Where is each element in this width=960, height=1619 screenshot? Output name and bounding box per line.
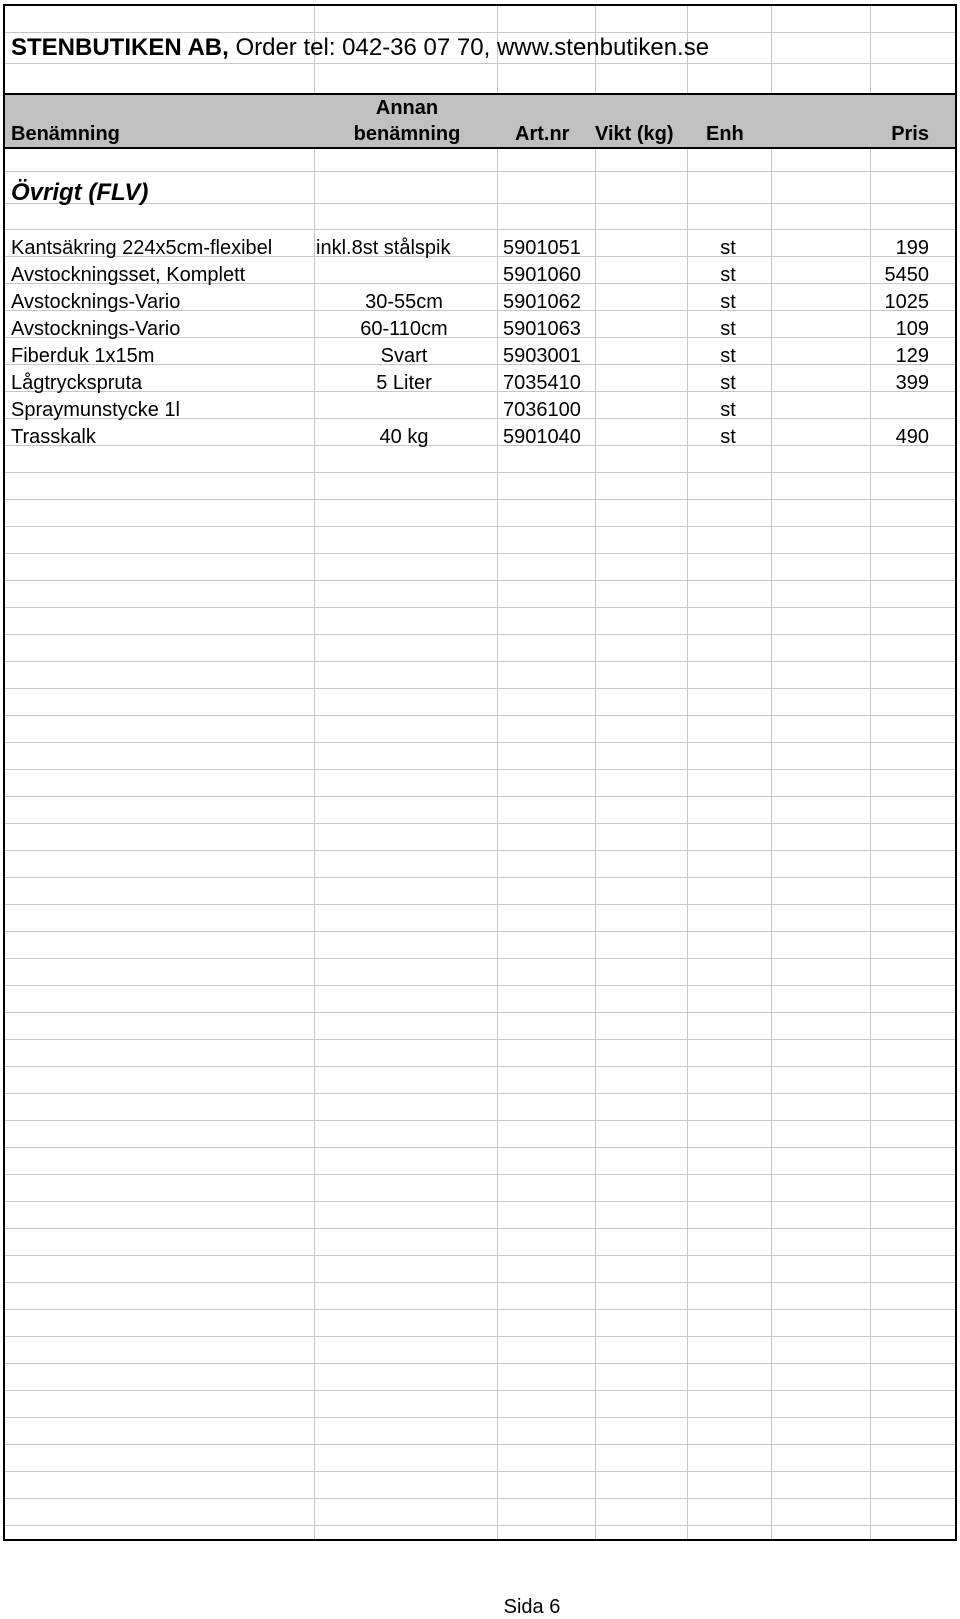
company-name: STENBUTIKEN AB, <box>11 34 229 61</box>
table-row <box>5 343 955 370</box>
table-row <box>5 424 955 451</box>
cell-pris: 5450 <box>884 264 929 286</box>
gridline-horizontal <box>5 796 955 797</box>
gridline-horizontal <box>5 1120 955 1121</box>
cell-art-nr: 7035410 <box>503 372 581 394</box>
spreadsheet-page <box>3 4 957 1541</box>
cell-pris: 199 <box>895 237 929 259</box>
cell-enh: st <box>720 291 736 313</box>
gridline-horizontal <box>5 472 955 473</box>
gridline-horizontal <box>5 985 955 986</box>
cell-benamning: Fiberduk 1x15m <box>11 345 155 367</box>
cell-enh: st <box>720 372 736 394</box>
cell-benamning: Lågtryckspruta <box>11 372 143 394</box>
table-row <box>5 235 955 262</box>
header-pris: Pris <box>891 123 929 145</box>
gridline-horizontal <box>5 553 955 554</box>
gridline-horizontal <box>5 1498 955 1499</box>
gridline-horizontal <box>5 1336 955 1337</box>
cell-art-nr: 7036100 <box>503 399 581 421</box>
cell-benamning: Avstocknings-Vario <box>11 291 181 313</box>
gridline-horizontal <box>5 1228 955 1229</box>
gridline-horizontal <box>5 715 955 716</box>
gridline-horizontal <box>5 1471 955 1472</box>
cell-benamning: Kantsäkring 224x5cm-flexibel <box>11 237 273 259</box>
cell-annan-benamning <box>314 397 494 424</box>
gridline-horizontal <box>5 1417 955 1418</box>
gridline-horizontal <box>5 850 955 851</box>
gridline-horizontal <box>5 607 955 608</box>
cell-art-nr: 5901060 <box>503 264 581 286</box>
gridline-horizontal <box>5 661 955 662</box>
gridline-horizontal <box>5 1525 955 1526</box>
cell-benamning: Trasskalk <box>11 426 96 448</box>
company-title <box>11 33 709 63</box>
cell-art-nr: 5901063 <box>503 318 581 340</box>
cell-art-nr: 5903001 <box>503 345 581 367</box>
cell-enh: st <box>720 264 736 286</box>
table-row <box>5 262 955 289</box>
company-contact: Order tel: 042-36 07 70, www.stenbutiken.se <box>228 34 710 61</box>
cell-benamning: Avstocknings-Vario <box>11 318 181 340</box>
gridline-horizontal <box>5 931 955 932</box>
cell-pris: 129 <box>895 345 929 367</box>
page-number: Sida 6 <box>503 1596 561 1618</box>
gridline-horizontal <box>5 823 955 824</box>
gridline-horizontal <box>5 877 955 878</box>
gridline-horizontal <box>5 1255 955 1256</box>
cell-art-nr: 5901040 <box>503 426 581 448</box>
gridline-horizontal <box>5 1012 955 1013</box>
table-row <box>5 289 955 316</box>
gridline-horizontal <box>5 769 955 770</box>
cell-enh: st <box>720 426 736 448</box>
table-row <box>5 370 955 397</box>
gridline-horizontal <box>5 904 955 905</box>
gridline-horizontal <box>5 958 955 959</box>
cell-enh: st <box>720 318 736 340</box>
gridline-horizontal <box>5 229 955 230</box>
gridline-horizontal <box>5 1282 955 1283</box>
cell-benamning: Spraymunstycke 1l <box>11 399 180 421</box>
gridline-horizontal <box>5 1039 955 1040</box>
gridline-horizontal <box>5 1390 955 1391</box>
gridline-horizontal <box>5 499 955 500</box>
cell-art-nr: 5901062 <box>503 291 581 313</box>
gridline-horizontal <box>5 742 955 743</box>
table-row <box>5 316 955 343</box>
cell-annan-benamning <box>314 262 494 289</box>
cell-enh: st <box>720 345 736 367</box>
header-benamning: Benämning <box>11 123 120 145</box>
gridline-horizontal <box>5 1066 955 1067</box>
gridline-horizontal <box>5 1201 955 1202</box>
gridline-horizontal <box>5 634 955 635</box>
gridline-horizontal <box>5 1147 955 1148</box>
header-art-nr: Art.nr <box>515 123 570 145</box>
header-annan-benamning: Annan benämning <box>353 97 461 145</box>
header-vikt: Vikt (kg) <box>595 123 674 145</box>
gridline-horizontal <box>5 1309 955 1310</box>
gridline-horizontal <box>5 63 955 64</box>
gridline-horizontal <box>5 526 955 527</box>
cell-pris: 399 <box>895 372 929 394</box>
gridline-horizontal <box>5 171 955 172</box>
gridline-horizontal <box>5 1363 955 1364</box>
gridline-horizontal <box>5 580 955 581</box>
cell-benamning: Avstockningsset, Komplett <box>11 264 246 286</box>
cell-enh: st <box>720 237 736 259</box>
cell-pris: 109 <box>895 318 929 340</box>
gridline-horizontal <box>5 688 955 689</box>
gridline-horizontal <box>5 1174 955 1175</box>
cell-annan-benamning: 40 kg <box>379 426 429 448</box>
cell-annan-benamning: Svart <box>380 345 428 367</box>
cell-enh: st <box>720 399 736 421</box>
table-row <box>5 397 955 424</box>
column-header-row <box>5 93 955 149</box>
cell-annan-benamning: 5 Liter <box>376 372 432 394</box>
cell-pris: 1025 <box>884 291 929 313</box>
gridline-horizontal <box>5 1444 955 1445</box>
cell-annan-benamning: 60-110cm <box>360 318 448 340</box>
cell-annan-benamning: 30-55cm <box>365 291 443 313</box>
section-title: Övrigt (FLV) <box>11 179 149 206</box>
cell-annan-benamning: inkl.8st stålspik <box>316 237 451 259</box>
cell-art-nr: 5901051 <box>503 237 581 259</box>
gridline-horizontal <box>5 1093 955 1094</box>
header-enh: Enh <box>706 123 744 145</box>
cell-pris: 490 <box>895 426 929 448</box>
